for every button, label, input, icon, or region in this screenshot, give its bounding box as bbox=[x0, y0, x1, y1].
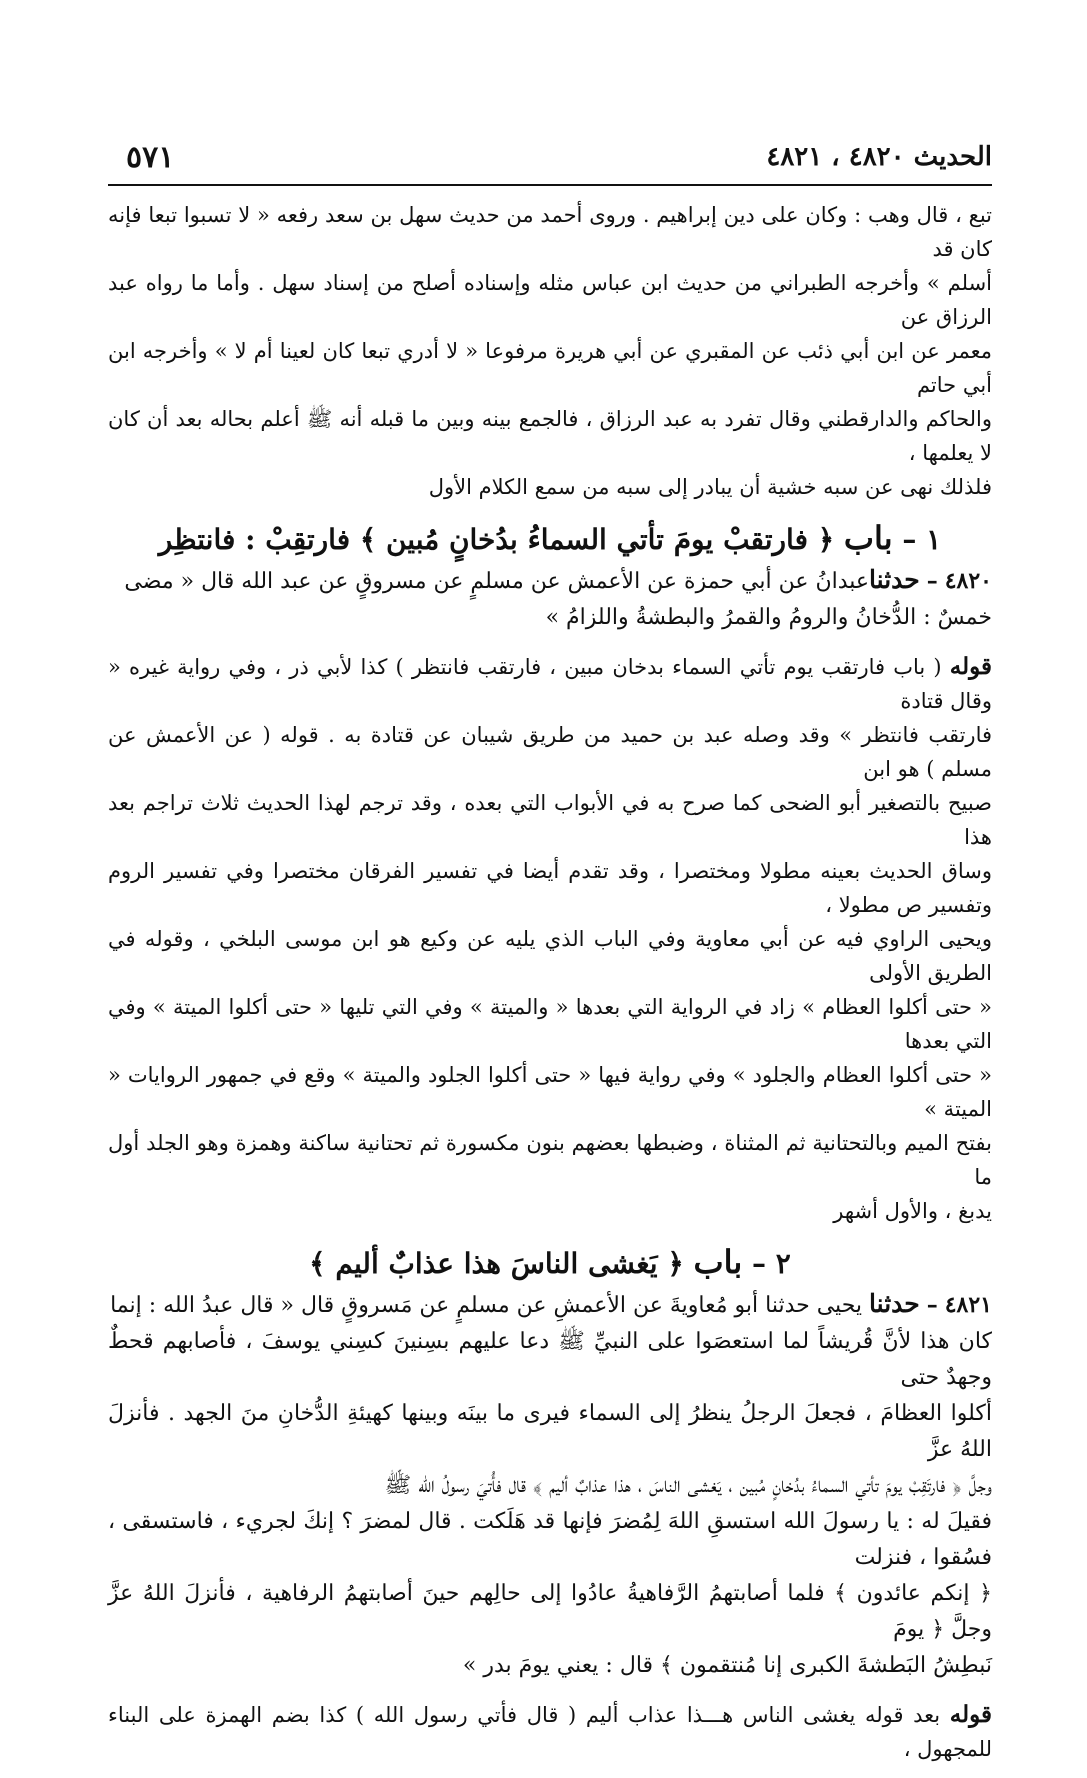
text-line: صبيح بالتصغير أبو الضحى كما صرح به في الأبواب التي بعده ، وقد ترجم لهذا الحديث ثلاث تراجم بعد هذا bbox=[108, 791, 992, 849]
hadith-4820 bbox=[108, 562, 992, 636]
chapter-title: ﴿ يَغشى الناسَ هذا عذابٌ أليم ﴾ bbox=[309, 1247, 684, 1280]
hadith-dash: – bbox=[926, 1292, 938, 1318]
haddathana-word: حدثنا bbox=[869, 565, 920, 594]
hadith-text-line: فقيلَ له : يا رسولَ الله استسقِ اللهَ لِمُضرَ فإنها قد هَلَكت . قال لمضرَ ؟ إنكَ لجريء ، فاستسقى ، فسُقوا ، فنزلت bbox=[108, 1509, 992, 1570]
running-head: الحديث ٤٨٢٠ ، ٤٨٢١ bbox=[766, 142, 992, 172]
chapter-bab-word: باب bbox=[843, 519, 893, 557]
hadith-number: ٤٨٢٠ bbox=[944, 568, 992, 594]
hadith-number: ٤٨٢١ bbox=[944, 1292, 992, 1318]
hadith-text-line: ﴿ إنكم عائدون ﴾ فلما أصابتهمُ الرَّفاهيةُ عادُوا إلى حالِهم حينَ أصابتهمُ الرفاهية ، فأنزلَ اللهُ عزَّ وجلَّ ﴿ يومَ bbox=[108, 1581, 992, 1642]
chapter-number: ٢ bbox=[775, 1247, 791, 1280]
document-page bbox=[108, 138, 992, 1778]
hadith-dash: – bbox=[926, 568, 938, 594]
hadith-text-line: كان هذا لأنَّ قُريشاً لما استعصَوا على النبيِّ ﷺ دعا عليهم بسِنينَ كسِني يوسفَ ، فأصابهم قحطٌ وجهدٌ حتى bbox=[108, 1329, 992, 1390]
hadith-text-line: خمسٌ : الدُّخانُ والرومُ والقمرُ والبطشةُ واللزامُ » bbox=[545, 605, 992, 630]
commentary-first-line bbox=[108, 650, 992, 718]
hadith-text: عبدانُ عن أبي حمزة عن الأعمش عن مسلمٍ عن مسروقٍ عن عبد الله قال « مضى bbox=[124, 569, 870, 594]
text-line: والحاكم والدارقطني وقال تفرد به عبد الرزاق ، فالجمع بينه وبين ما قبله أنه ﷺ أعلم بحاله بعد أن كان لا يعلمها ، bbox=[108, 407, 992, 465]
hadith-text: يحيى حدثنا أبو مُعاويةَ عن الأعمشِ عن مسلمٍ عن مَسروقٍ قال « قال عبدُ الله : إنما bbox=[110, 1293, 863, 1318]
intro-commentary bbox=[108, 198, 992, 504]
text-line: وساق الحديث بعينه مطولا ومختصرا ، وقد تقدم أيضا في تفسير الفرقان مختصرا وفي تفسير الروم وتفسير ص مطولا ، bbox=[108, 859, 992, 917]
hadith-first-line bbox=[108, 1286, 992, 1324]
chapter-title: ﴿ فارتقبْ يومَ تأتي السماءُ بدُخانٍ مُبين ﴾ فارتقِبْ : فانتظِر bbox=[158, 523, 835, 556]
chapter-heading-1 bbox=[108, 516, 992, 562]
hadith-first-line bbox=[108, 562, 992, 600]
haddathana-word: حدثنا bbox=[869, 1289, 920, 1318]
commentary-first-line bbox=[108, 1698, 992, 1766]
text-line: يدبغ ، والأول أشهر bbox=[833, 1199, 992, 1223]
hadith-text-line: أكلوا العظامَ ، فجعلَ الرجلُ ينظرُ إلى السماء فيرى ما بينَه وبينها كهيئةِ الدُّخانِ منَ الجهد . فأنزلَ اللهُ عزَّ bbox=[108, 1401, 992, 1462]
page-header bbox=[108, 138, 992, 186]
hadith-text-line: وجلَّ ﴿ فارتَقِبْ يومَ تأتي السماءُ بدُخانٍ مُبين ، يَغشى الناسَ ، هذا عذابٌ أليم ﴾ قال فأُتيَ رسولُ الله ﷺ bbox=[384, 1473, 992, 1498]
hadith-4821 bbox=[108, 1286, 992, 1684]
chapter-bab-word: باب bbox=[693, 1243, 743, 1281]
text-line: أسلم » وأخرجه الطبراني من حديث ابن عباس مثله وإسناده أصلح من إسناد سهل . وأما ما رواه عبد الرزاق عن bbox=[108, 271, 992, 329]
commentary-text: ( باب فارتقب يوم تأتي السماء بدخان مبين ، فارتقب فانتظر ) كذا لأبي ذر ، وفي رواية غيره « وقال قتادة bbox=[108, 655, 992, 713]
text-line: فارتقب فانتظر » وقد وصله عبد بن حميد من طريق شيبان عن قتادة به . قوله ( عن الأعمش عن مسلم ) هو ابن bbox=[108, 723, 993, 781]
chapter-number: ١ bbox=[926, 523, 942, 556]
qawluhu-word: قوله bbox=[949, 1701, 992, 1728]
text-line: بفتح الميم وبالتحتانية ثم المثناة ، وضبطها بعضهم بنون مكسورة ثم تحتانية ساكنة وهمزة وهو الجلد أول ما bbox=[108, 1131, 992, 1189]
commentary-text: بعد قوله يغشى الناس هـــذا عذاب أليم ( قال فأتي رسول الله ) كذا بضم الهمزة على البناء للمجهول ، bbox=[108, 1703, 992, 1761]
text-line: معمر عن ابن أبي ذئب عن المقبري عن أبي هريرة مرفوعا « لا أدري تبعا كان لعينا أم لا » وأخرجه ابن أبي حاتم bbox=[108, 339, 992, 397]
text-line: تبع ، قال وهب : وكان على دين إبراهيم . وروى أحمد من حديث سهل بن سعد رفعه « لا تسبوا تبعا فإنه كان قد bbox=[108, 203, 992, 261]
text-line: ويحيى الراوي فيه عن أبي معاوية وفي الباب الذي يليه عن وكيع هو ابن موسى البلخي ، وقوله في الطريق الأولى bbox=[108, 927, 992, 985]
text-line: « حتى أكلوا العظام » زاد في الرواية التي بعدها « والميتة » وفي التي تليها « حتى أكلوا الميتة » وفي التي بعدها bbox=[108, 995, 992, 1053]
commentary-4820 bbox=[108, 650, 992, 1228]
chapter-dash: – bbox=[752, 1247, 767, 1280]
text-line: « حتى أكلوا العظام والجلود » وفي رواية فيها « حتى أكلوا الجلود والميتة » وقع في جمهور الروايات « الميتة » bbox=[108, 1063, 992, 1121]
text-line: فلذلك نهى عن سبه خشية أن يبادر إلى سبه من سمع الكلام الأول bbox=[428, 475, 992, 499]
qawluhu-word: قوله bbox=[949, 653, 992, 680]
chapter-heading-2 bbox=[108, 1240, 992, 1286]
hadith-text-line: نَبطِشُ البَطشةَ الكبرى إنا مُنتقمون ﴾ قال : يعني يومَ بدر » bbox=[462, 1653, 992, 1678]
page-number: ٥٧١ bbox=[126, 140, 175, 175]
chapter-dash: – bbox=[902, 523, 917, 556]
commentary-4821 bbox=[108, 1698, 992, 1766]
page-body bbox=[108, 186, 992, 1766]
